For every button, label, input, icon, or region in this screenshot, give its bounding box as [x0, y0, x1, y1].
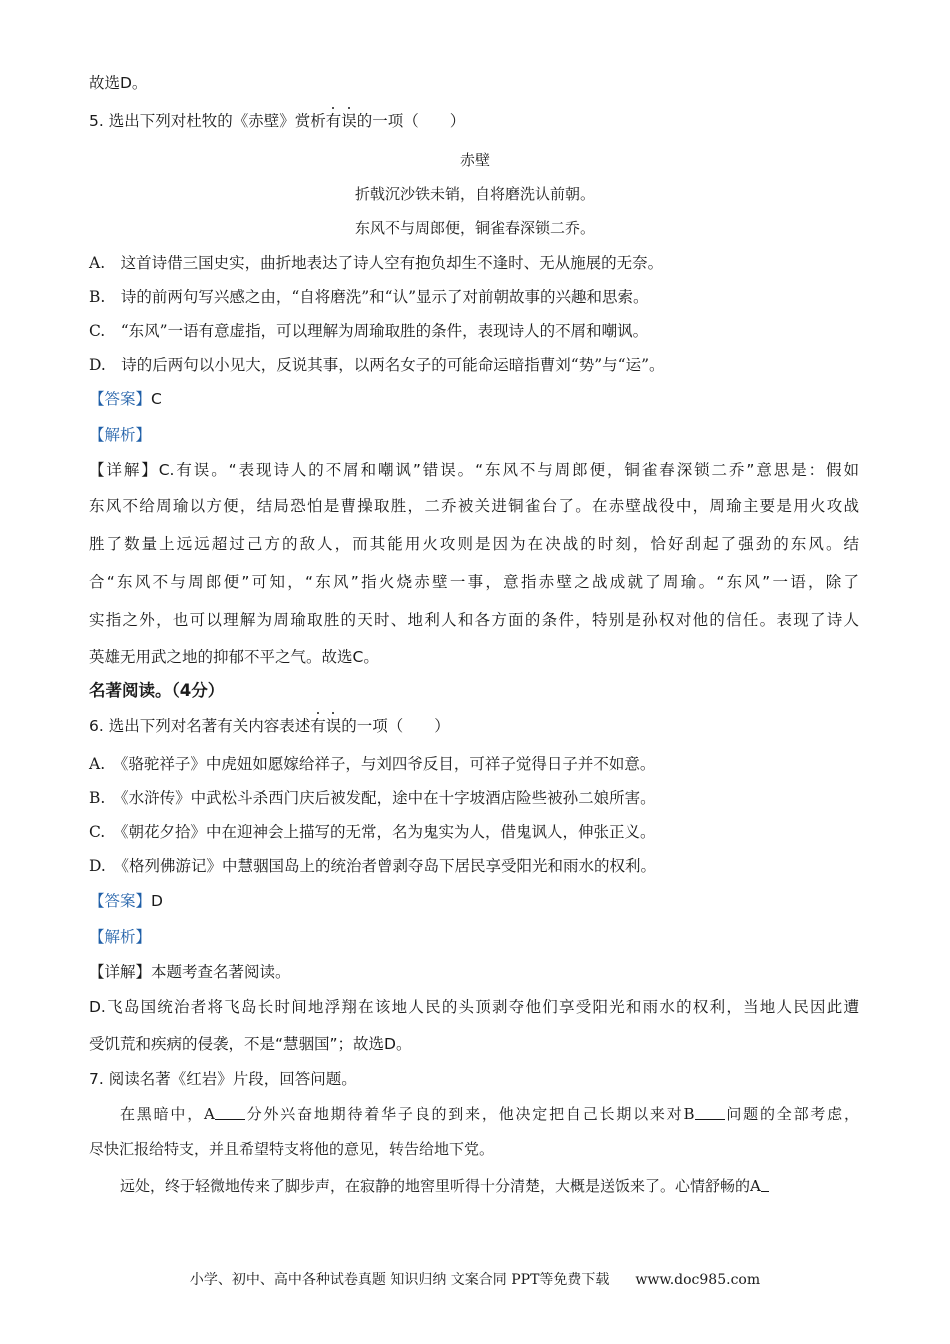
q5-explanation-line-4: 合“东风不与周郎便”可知，“东风”指火烧赤壁一事，意指赤壁之战成就了周瑜。“东风”一语，除了	[89, 573, 859, 591]
prev-conclusion: 故选D。	[89, 74, 148, 92]
q5-explanation-line-5: 实指之外，也可以理解为周瑜取胜的天时、地利人和各方面的条件，特别是孙权对他的信任。表现了诗人	[89, 611, 859, 629]
passage-text: 远处，终于轻微地传来了脚步声，在寂静的地窖里听得十分清楚，大概是送饭来了。心情舒畅的A	[120, 1177, 761, 1195]
answer-tag: 【答案】	[89, 390, 152, 408]
section-heading: 名著阅读。（4分）	[89, 681, 225, 700]
q5-option-a: A. 这首诗借三国史实，曲折地表达了诗人空有抱负却生不逢时、无从施展的无奈。	[89, 254, 664, 272]
q5-explanation-line-2: 东风不给周瑜以方便，结局恐怕是曹操取胜，二乔被关进铜雀台了。在赤壁战役中，周瑜主要是用火攻战	[89, 497, 859, 515]
q6-option-c: C. 《朝花夕拾》中在迎神会上描写的无常，名为鬼实为人，借鬼讽人，伸张正义。	[89, 823, 656, 841]
q5-option-d: D. 诗的后两句以小见大，反说其事，以两名女子的可能命运暗指曹刘“势”与“运”。	[89, 356, 665, 374]
answer-value: C	[151, 390, 162, 408]
detail-tag: 【详解】	[89, 963, 152, 981]
q6-option-d: D. 《格列佛游记》中慧骃国岛上的统治者曾剥夺岛下居民享受阳光和雨水的权利。	[89, 857, 657, 875]
q6-option-b: B. 《水浒传》中武松斗杀西门庆后被发配，途中在十字坡酒店险些被孙二娘所害。	[89, 789, 656, 807]
q5-answer	[89, 389, 162, 409]
q5-stem-tail: 的一项（ ）	[356, 112, 466, 130]
footer-url[interactable]: www.doc985.com	[635, 1272, 761, 1288]
question-7-stem: 7. 阅读名著《红岩》片段，回答问题。	[89, 1070, 357, 1088]
emphasis-char: 误	[325, 717, 342, 735]
fill-blank	[215, 1105, 245, 1120]
poem-title: 赤壁	[459, 151, 490, 169]
q6-answer	[89, 891, 163, 911]
detail-text: C.有误。“表现诗人的不屑和嘲讽”错误。“东风不与周郎便，铜雀春深锁二乔”意思是：假如	[158, 461, 859, 479]
fill-blank	[761, 1177, 769, 1192]
q6-explanation-line-1	[89, 962, 291, 982]
q5-option-c: C. “东风”一语有意虚指，可以理解为周瑜取胜的条件，表现诗人的不屑和嘲讽。	[89, 322, 649, 340]
q6-explanation-line-2: D.飞岛国统治者将飞岛长时间地浮翔在该地人民的头顶剥夺他们享受阳光和雨水的权利，当地人民因此遭	[89, 998, 859, 1016]
answer-value: D	[151, 892, 163, 910]
q5-option-b: B. 诗的前两句写兴感之由，“自将磨洗”和“认”显示了对前朝故事的兴趣和思索。	[89, 288, 649, 306]
poem-line-2: 东风不与周郎便，铜雀春深锁二乔。	[354, 219, 595, 237]
emphasis-char: 有	[325, 112, 342, 130]
passage-text: 分外兴奋地期待着华子良的到来，他决定把自己长期以来对B	[244, 1105, 695, 1123]
page-footer	[0, 1270, 950, 1290]
q6-stem-text: 6. 选出下列对名著有关内容表述	[89, 717, 311, 735]
detail-tag: 【详解】	[89, 461, 159, 479]
detail-text: 本题考查名著阅读。	[151, 963, 291, 981]
q5-explanation-line-3: 胜了数量上远远超过己方的敌人，而其能用火攻则是因为在决战的时刻，恰好刮起了强劲的东风。结	[89, 535, 859, 553]
passage-para-1	[89, 1104, 859, 1124]
emphasis-char: 误	[341, 112, 357, 130]
q6-explanation-line-3: 受饥荒和疾病的侵袭，不是“慧骃国”；故选D。	[89, 1035, 412, 1053]
q6-option-a: A. 《骆驼祥子》中虎妞如愿嫁给祥子，与刘四爷反目，可祥子觉得日子并不如意。	[89, 755, 656, 773]
q6-stem-tail: 的一项（ ）	[341, 717, 450, 735]
q5-explanation-line-6: 英雄无用武之地的抑郁不平之气。故选C。	[89, 648, 379, 666]
passage-para-1-cont: 尽快汇报给特支，并且希望特支将他的意见，转告给地下党。	[89, 1140, 495, 1158]
emphasis-char: 有	[310, 717, 326, 735]
footer-text: 小学、初中、高中各种试卷真题 知识归纳 文案合同 PPT等免费下载	[189, 1272, 610, 1288]
q5-explanation-line-1	[89, 460, 859, 480]
passage-para-2	[89, 1176, 890, 1196]
answer-tag: 【答案】	[89, 892, 152, 910]
passage-text: 在黑暗中，A	[120, 1105, 215, 1123]
poem-line-1: 折戟沉沙铁未销，自将磨洗认前朝。	[354, 185, 595, 203]
question-6-stem	[89, 716, 450, 736]
q5-analysis-tag: 【解析】	[89, 426, 152, 444]
fill-blank	[695, 1105, 725, 1120]
question-5-stem	[89, 111, 465, 131]
passage-text: 问题的全部考虑，	[724, 1105, 859, 1123]
q6-analysis-tag: 【解析】	[89, 928, 152, 946]
q5-stem-text: 5. 选出下列对杜牧的《赤壁》赏析	[89, 112, 326, 130]
